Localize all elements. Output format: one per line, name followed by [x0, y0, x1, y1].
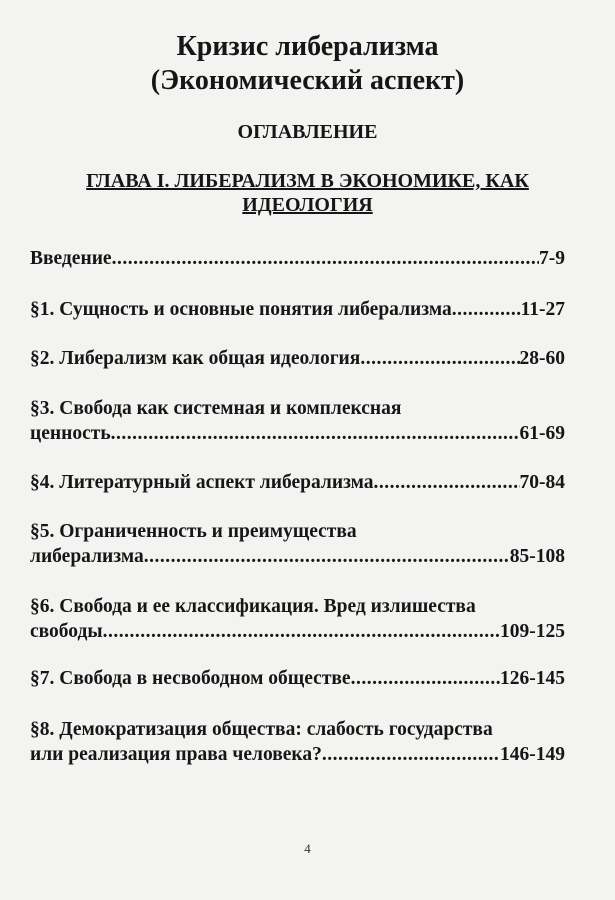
- toc-leader-dots: [144, 545, 510, 569]
- toc-entry-section-8-line1: §8. Демократизация общества: слабость государства: [30, 719, 493, 740]
- toc-entry-title: либерализма: [30, 546, 144, 567]
- toc-entry-section-6: [30, 620, 565, 644]
- toc-leader-dots: [103, 620, 500, 644]
- toc-leader-dots: [452, 298, 521, 322]
- toc-entry-section-4: [30, 471, 565, 495]
- toc-entry-title: §1. Сущность и основные понятия либерализма: [30, 299, 452, 320]
- toc-leader-dots: [111, 422, 520, 446]
- toc-entry-pages: 109-125: [500, 621, 565, 642]
- toc-entry-section-2: [30, 347, 565, 371]
- toc-leader-dots: [112, 247, 539, 271]
- toc-entry-pages: 61-69: [519, 423, 565, 444]
- toc-entry-section-7: [30, 667, 565, 691]
- toc-entry-title: §7. Свобода в несвободном обществе: [30, 668, 351, 689]
- toc-entry-section-5: [30, 545, 565, 569]
- toc-entry-section-3-line1: §3. Свобода как системная и комплексная: [30, 398, 402, 419]
- contents-heading: ОГЛАВЛЕНИЕ: [237, 121, 378, 143]
- toc-leader-dots: [322, 743, 500, 767]
- toc-leader-dots: [351, 667, 500, 691]
- book-subtitle: (Экономический аспект): [150, 65, 465, 96]
- toc-entry-pages: 126-145: [500, 668, 565, 689]
- book-title: Кризис либерализма: [176, 31, 439, 62]
- toc-leader-dots: [360, 347, 519, 371]
- toc-entry-introduction: [30, 247, 565, 271]
- toc-entry-title: или реализация права человека?: [30, 744, 322, 765]
- toc-leader-dots: [374, 471, 520, 495]
- toc-entry-section-3: [30, 422, 565, 446]
- toc-entry-pages: 146-149: [500, 744, 565, 765]
- toc-entry-pages: 11-27: [520, 299, 565, 320]
- toc-entry-title: §2. Либерализм как общая идеология: [30, 348, 361, 369]
- toc-entry-section-6-line1: §6. Свобода и ее классификация. Вред излишества: [30, 596, 476, 617]
- toc-entry-title: §4. Литературный аспект либерализма: [30, 472, 374, 493]
- toc-entry-section-5-line1: §5. Ограниченность и преимущества: [30, 521, 357, 542]
- page-number: 4: [304, 841, 311, 856]
- toc-entry-title: ценность: [30, 423, 111, 444]
- toc-entry-title: свободы: [30, 621, 103, 642]
- chapter-title-continued: ИДЕОЛОГИЯ: [242, 194, 373, 216]
- chapter-title: ГЛАВА I. ЛИБЕРАЛИЗМ В ЭКОНОМИКЕ, КАК: [86, 170, 529, 192]
- toc-entry-pages: 70-84: [519, 472, 565, 493]
- toc-entry-pages: 85-108: [509, 546, 565, 567]
- toc-entry-pages: 7-9: [539, 248, 565, 269]
- toc-entry-section-8: [30, 743, 565, 767]
- toc-entry-pages: 28-60: [519, 348, 565, 369]
- toc-entry-title: Введение: [30, 248, 112, 269]
- toc-entry-section-1: [30, 298, 565, 322]
